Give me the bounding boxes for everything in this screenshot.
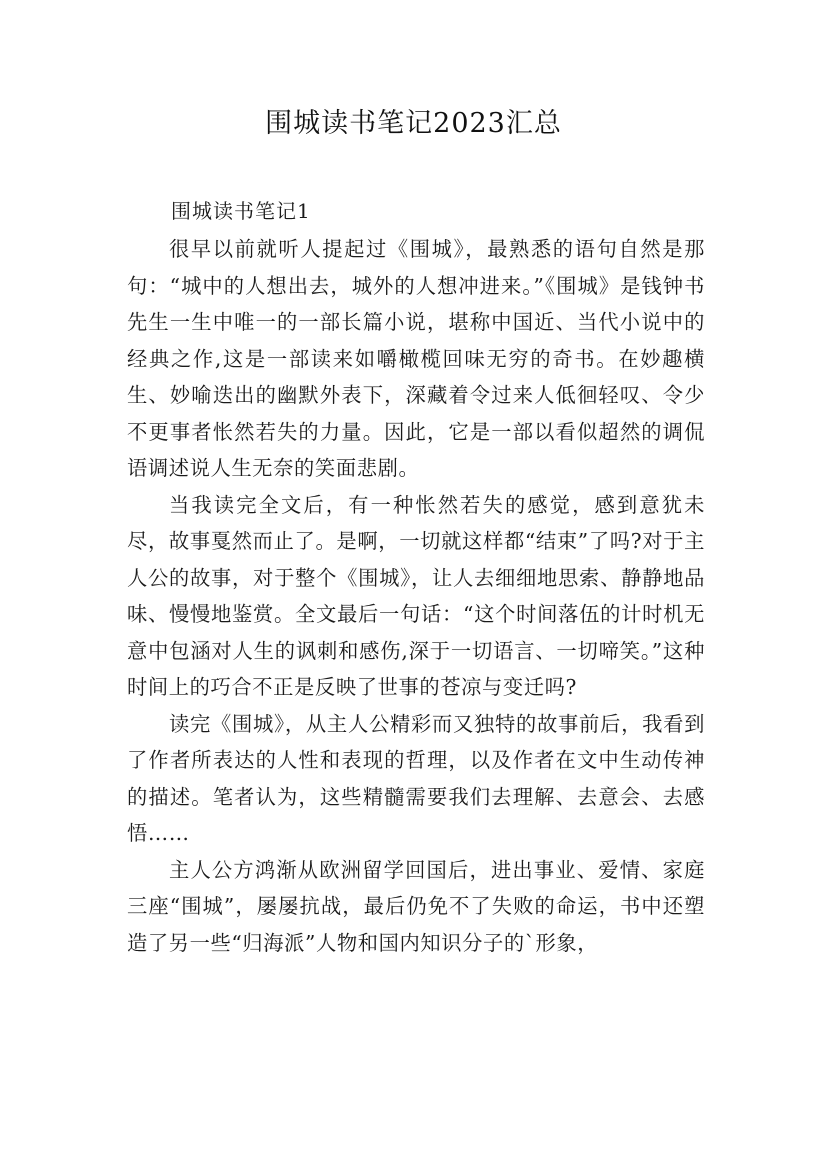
paragraph: 当我读完全文后，有一种怅然若失的感觉，感到意犹未尽，故事戛然而止了。是啊，一切就这样都“结束”了吗?对于主人公的故事，对于整个《围城》，让人去细细地思索、静静地品味、慢慢地鉴赏。全文最后一句话：“这个时间落伍的计时机无意中包涵对人生的讽刺和感伤,深于一切语言、一切啼笑。”这种时间上的巧合不正是反映了世事的苍凉与变迁吗? [127,492,705,699]
paragraph: 主人公方鸿渐从欧洲留学回国后，进出事业、爱情、家庭三座“围城”，屡屡抗战，最后仍免不了失败的命运，书中还塑造了另一些“归海派”人物和国内知识分子的`形象， [127,857,705,955]
body-text [127,231,705,961]
paragraph: 读完《围城》，从主人公精彩而又独特的故事前后，我看到了作者所表达的人性和表现的哲理，以及作者在文中生动传神的描述。笔者认为，这些精髓需要我们去理解、去意会、去感悟…… [127,711,705,845]
document-title: 围城读书笔记2023汇总 [265,108,562,139]
paragraph: 很早以前就听人提起过《围城》，最熟悉的语句自然是那句：“城中的人想出去，城外的人想冲进来。”《围城》是钱钟书先生一生中唯一的一部长篇小说，堪称中国近、当代小说中的经典之作,这是一部读来如嚼橄榄回味无穷的奇书。在妙趣横生、妙喻迭出的幽默外表下，深藏着令过来人低徊轻叹、令少不更事者怅然若失的力量。因此，它是一部以看似超然的调侃语调述说人生无奈的笑面悲剧。 [127,237,705,480]
section-heading: 围城读书笔记1 [171,199,311,223]
